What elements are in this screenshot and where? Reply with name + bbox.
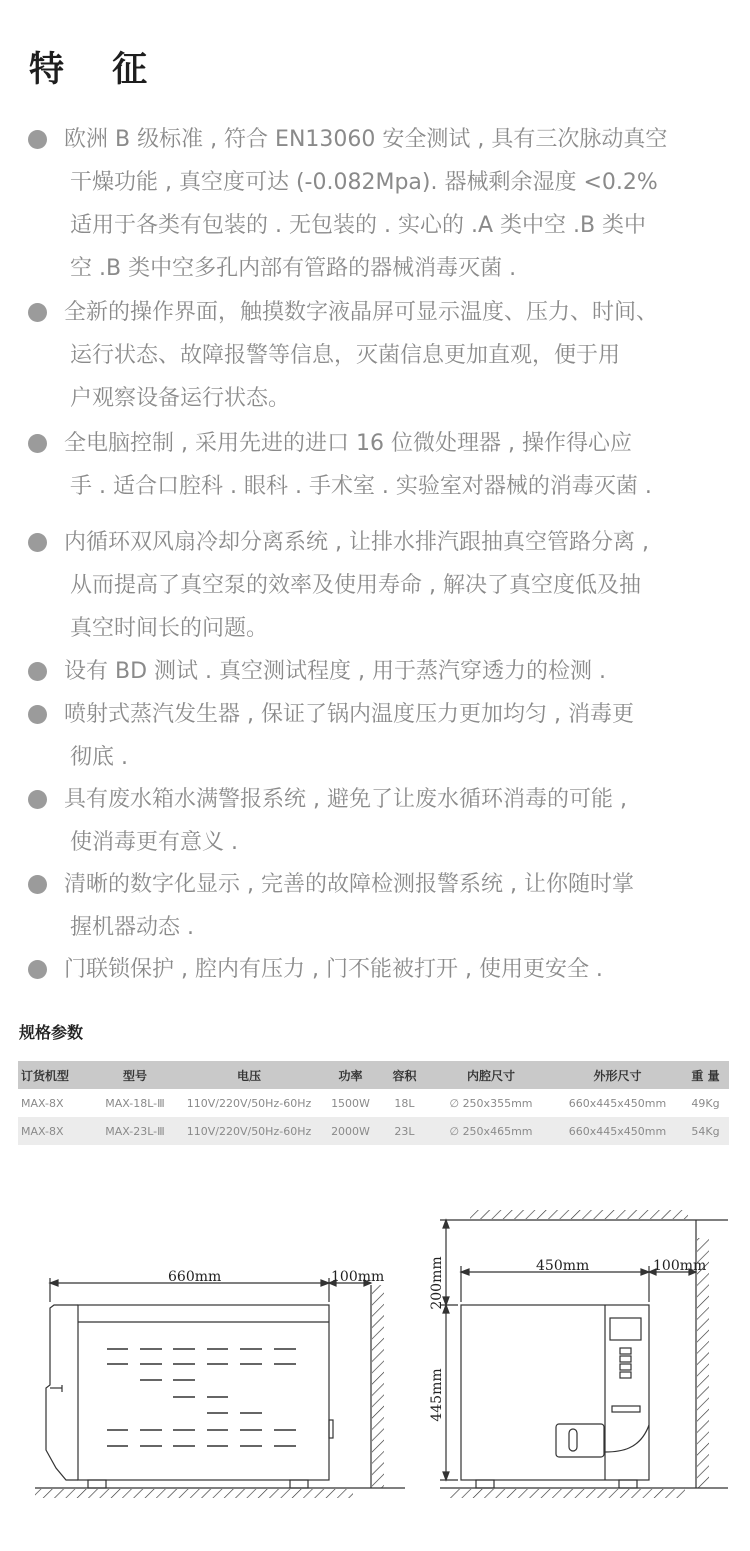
feature-line: 适用于各类有包装的 . 无包装的 . 实心的 .A 类中空 .B 类中 [70, 213, 647, 238]
header-weight: 重 量 [682, 1061, 729, 1089]
feature-line: 喷射式蒸汽发生器 , 保证了锅内温度压力更加均匀 , 消毒更 [64, 702, 634, 727]
table-cell: MAX-8X [18, 1089, 93, 1117]
front-clearance-label: 100mm [653, 1258, 707, 1274]
feature-line: 手 . 适合口腔科 . 眼科 . 手术室 . 实验室对器械的消毒灭菌 . [70, 474, 652, 499]
bullet-icon [28, 790, 47, 809]
feature-line: 干燥功能 , 真空度可达 (-0.082Mpa). 器械剩余湿度 <0.2% [70, 170, 658, 195]
bullet-icon [28, 662, 47, 681]
bullet-icon [28, 705, 47, 724]
table-cell: 49Kg [682, 1089, 729, 1117]
header-volume: 容积 [380, 1061, 429, 1089]
page-title: 特 征 [29, 50, 166, 90]
table-cell: 110V/220V/50Hz-60Hz [177, 1089, 321, 1117]
table-cell: 18L [380, 1089, 429, 1117]
bullet-icon [28, 130, 47, 149]
bullet-icon [28, 434, 47, 453]
table-cell: MAX-18L-Ⅲ [93, 1089, 177, 1117]
feature-line: 欧洲 B 级标准 , 符合 EN13060 安全测试 , 具有三次脉动真空 [64, 127, 668, 152]
spec-table [18, 1061, 729, 1145]
table-cell: ∅ 250x355mm [429, 1089, 553, 1117]
feature-line: 空 .B 类中空多孔内部有管路的器械消毒灭菌 . [70, 256, 517, 281]
table-cell: 660x445x450mm [553, 1117, 682, 1145]
feature-line: 从而提高了真空泵的效率及使用寿命 , 解决了真空度低及抽 [70, 573, 641, 598]
table-row [18, 1089, 729, 1117]
table-cell: 54Kg [682, 1117, 729, 1145]
table-cell: 1500W [321, 1089, 380, 1117]
feature-line: 彻底 . [70, 745, 128, 770]
feature-line: 设有 BD 测试 . 真空测试程度 , 用于蒸汽穿透力的检测 . [64, 659, 606, 684]
top-clearance-label: 200mm [429, 1256, 445, 1310]
feature-line: 清晰的数字化显示 , 完善的故障检测报警系统 , 让你随时掌 [64, 872, 634, 897]
spec-section-title: 规格参数 [19, 1023, 84, 1042]
feature-line: 全电脑控制 , 采用先进的进口 16 位微处理器 , 操作得心应 [64, 431, 632, 456]
table-cell: 110V/220V/50Hz-60Hz [177, 1117, 321, 1145]
table-cell: MAX-23L-Ⅲ [93, 1117, 177, 1145]
header-order-model: 订货机型 [18, 1061, 93, 1089]
feature-line: 具有废水箱水满警报系统 , 避免了让废水循环消毒的可能 , [64, 787, 627, 812]
feature-line: 运行状态、故障报警等信息，灭菌信息更加直观，便于用 [70, 343, 621, 368]
header-chamber-size: 内腔尺寸 [429, 1061, 553, 1089]
front-width-label: 450mm [536, 1258, 590, 1274]
feature-line: 握机器动态 . [70, 915, 194, 940]
header-model: 型号 [93, 1061, 177, 1089]
table-cell: 2000W [321, 1117, 380, 1145]
table-cell: ∅ 250x465mm [429, 1117, 553, 1145]
feature-line: 内循环双风扇冷却分离系统 , 让排水排汽跟抽真空管路分离 , [64, 530, 649, 555]
feature-line: 门联锁保护 , 腔内有压力 , 门不能被打开 , 使用更安全 . [64, 957, 603, 982]
header-voltage: 电压 [177, 1061, 321, 1089]
header-outer-size: 外形尺寸 [553, 1061, 682, 1089]
height-label: 445mm [429, 1368, 445, 1422]
spec-header-row [18, 1061, 729, 1089]
bullet-icon [28, 303, 47, 322]
side-width-label: 660mm [168, 1269, 222, 1285]
table-row [18, 1117, 729, 1145]
front-view-drawing [440, 1210, 728, 1498]
feature-line: 户观察设备运行状态。 [70, 386, 291, 411]
feature-line: 真空时间长的问题。 [70, 616, 269, 641]
table-cell: 23L [380, 1117, 429, 1145]
table-cell: MAX-8X [18, 1117, 93, 1145]
table-cell: 660x445x450mm [553, 1089, 682, 1117]
side-clearance-label: 100mm [331, 1269, 385, 1285]
dimension-diagram [0, 1190, 750, 1510]
bullet-icon [28, 960, 47, 979]
side-view-drawing [35, 1278, 405, 1498]
bullet-icon [28, 875, 47, 894]
bullet-icon [28, 533, 47, 552]
header-power: 功率 [321, 1061, 380, 1089]
feature-line: 使消毒更有意义 . [70, 830, 238, 855]
feature-line: 全新的操作界面，触摸数字液晶屏可显示温度、压力、时间、 [64, 300, 659, 325]
